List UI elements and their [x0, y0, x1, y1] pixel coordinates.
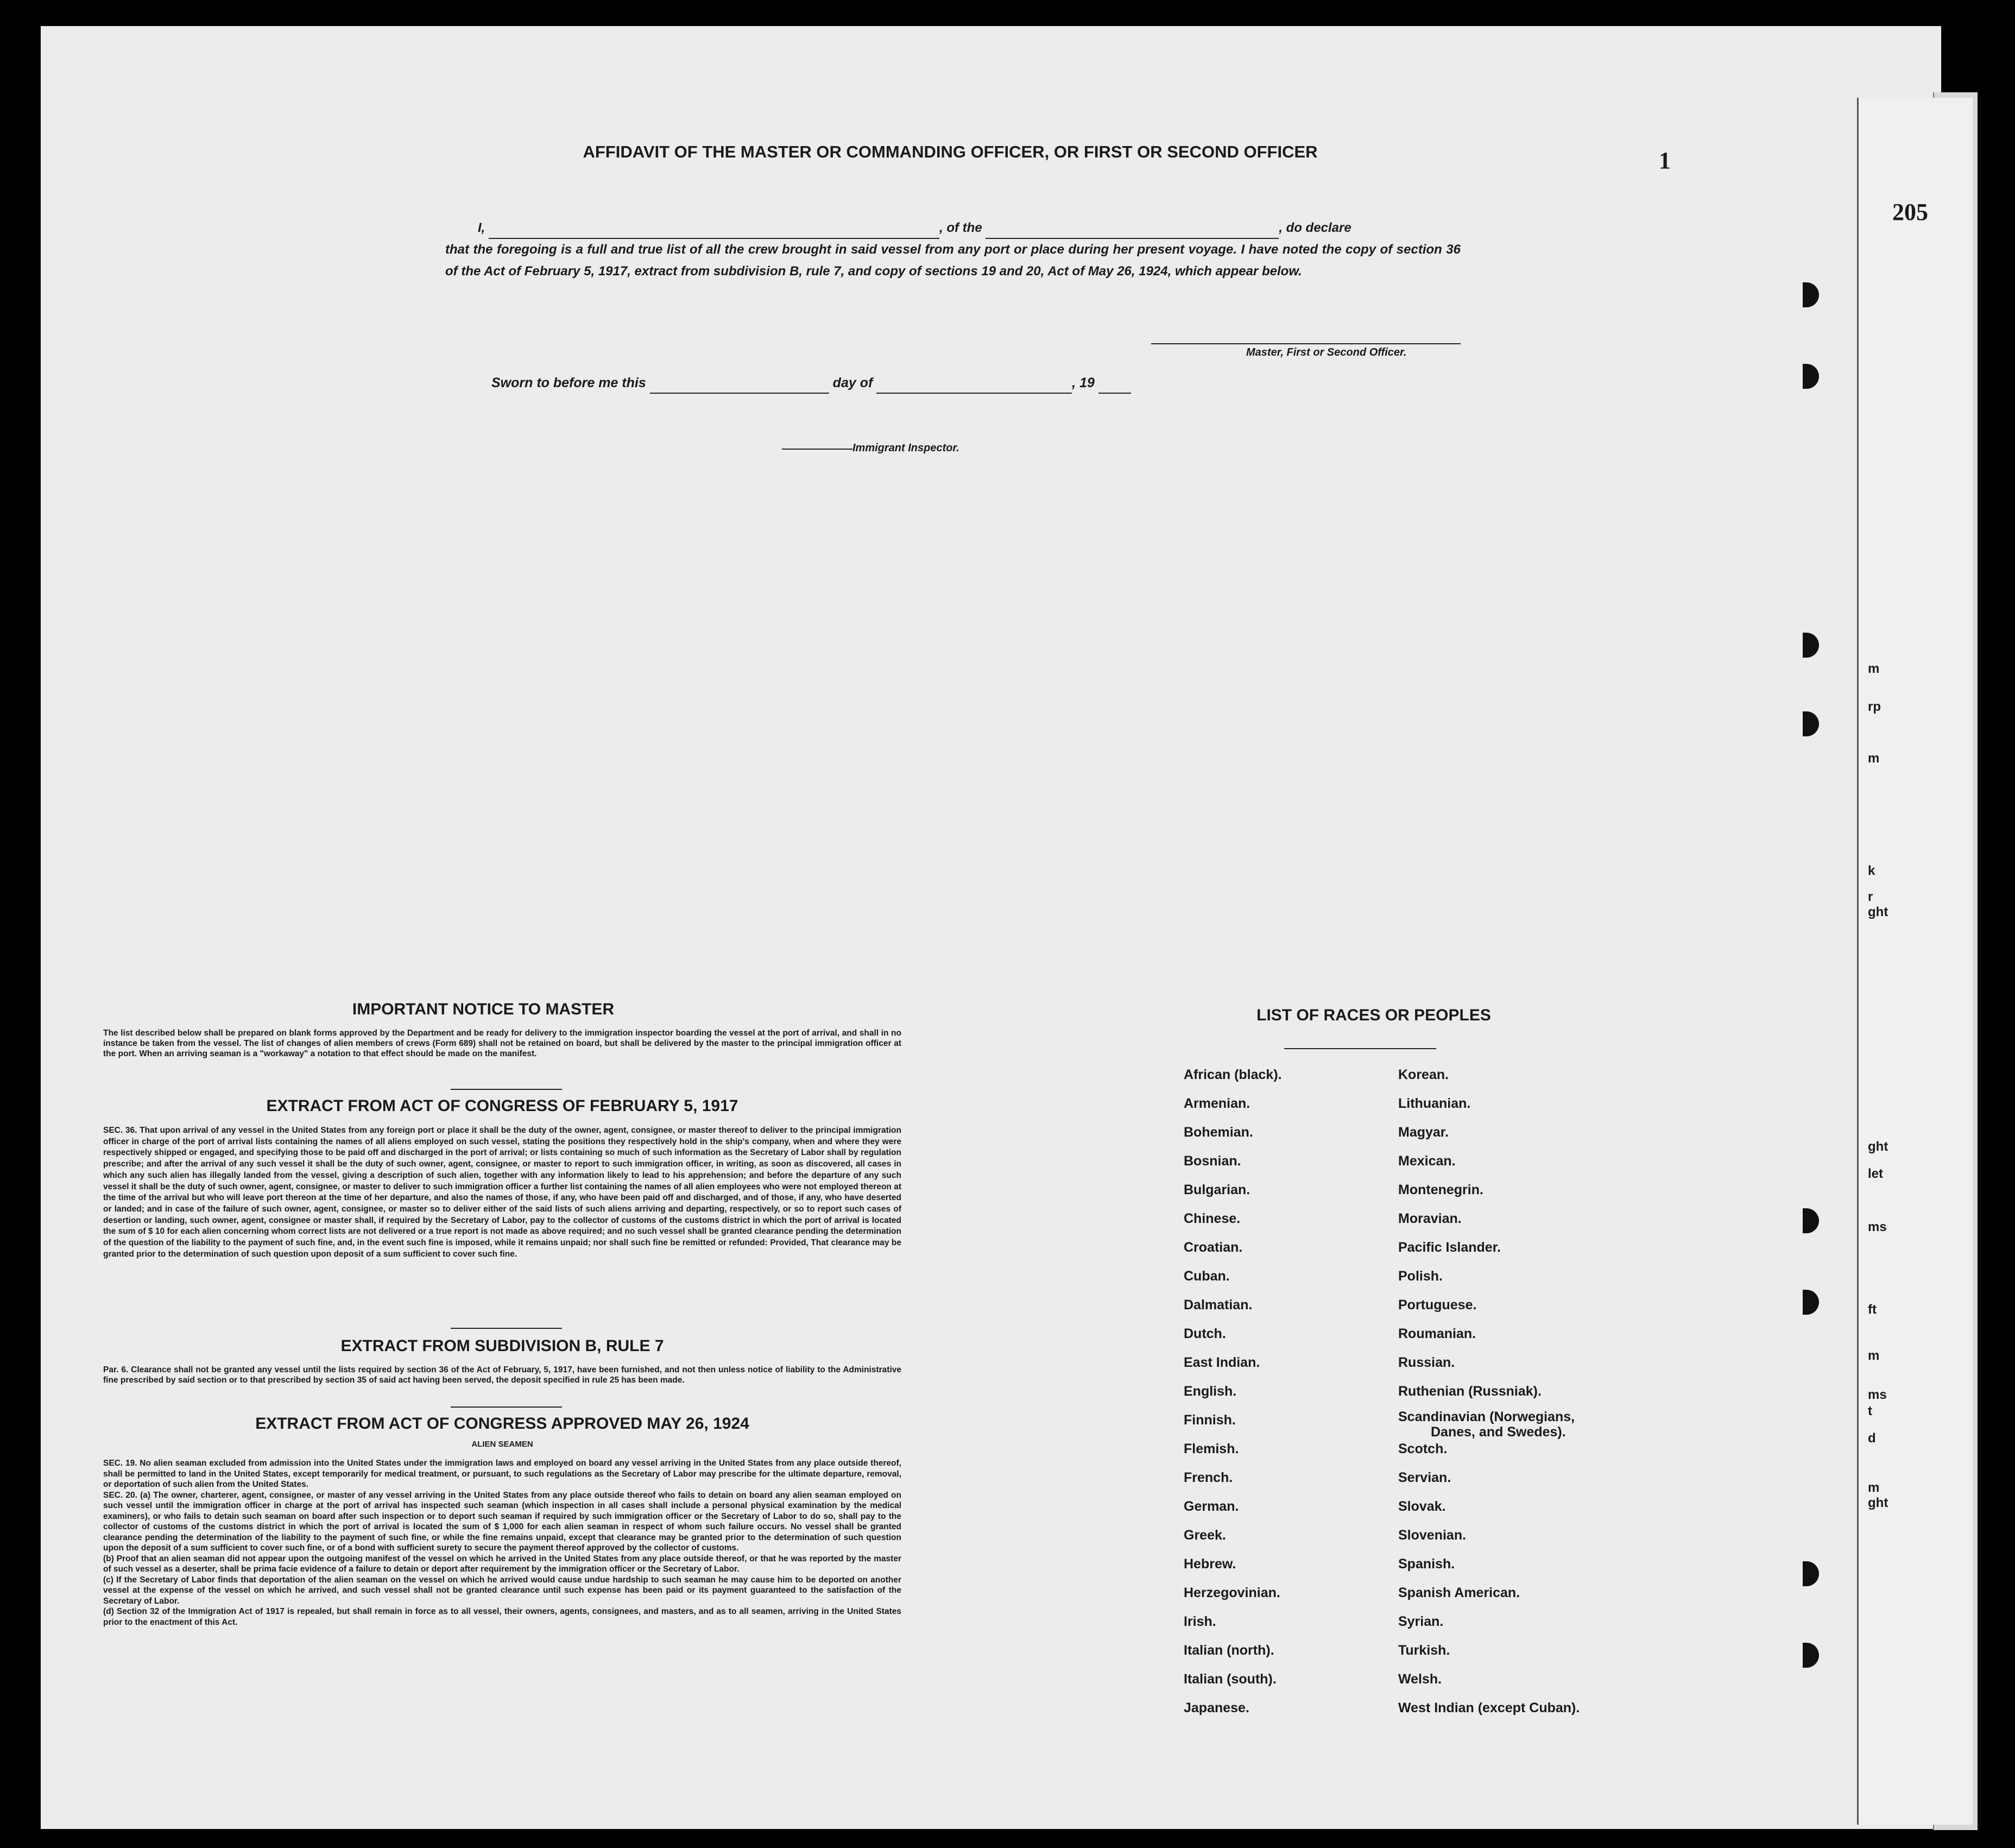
extract-1917-text: SEC. 36. That upon arrival of any vessel in the United States from any foreign port or place it shall be the duty of the owner, agent, consignee, or master thereof to deliver to the principal immigration officer in charge of the port of arrival lists containing the names of all aliens employed on such vessel, stating the positions they respectively hold in the ship's company, when and where they were respectively shipped or engaged, and specifying those to be paid off and discharged in the port of arrival; or lists containing so much of such information as the Secretary of Labor shall by regulation prescribe; and after the arrival of any such vessel it shall be the duty of such owner, agent, consignee, or master to report to such immigration officer, in writing, as soon as discovered, all cases in which any such alien has illegally landed from the vessel, giving a description of such alien, together with any information likely to lead to his apprehension; and before the departure of any such vessel it shall be the duty of such owner, agent, consignee, or master to deliver to such immigration officer a further list containing the names of all alien employees who were not employed thereon at the time of the arrival but who will leave port thereon at the time of her departure, and also the names of those, if any, who have been paid off and discharged, and of those, if any, who have deserted or landed; and in case of the failure of such owner, agent, consignee, or master so to deliver either of the said lists of such aliens arriving and departing, respectively, or so to report such cases of desertion or landing, such owner, agent, consignee or master shall, if required by the Secretary of Labor, pay to the collector of customs of the customs district in which the port of arrival is located the sum of $ 10 for each alien concerning whom correct lists are not delivered or a true report is not made as above required; and no such vessel shall be granted clearance pending the determination of the question of the liability to the payment of such fine, and, in the event such fine is imposed, while it remains unpaid; nor shall such fine be remitted or refunded: Provided, That clearance may be granted prior to the determination of such question upon deposit of a sum sufficient to cover such fine.: [103, 1126, 901, 1259]
race-item: Turkish.: [1398, 1643, 1450, 1658]
races-title: LIST OF RACES OR PEOPLES: [1256, 1006, 1491, 1024]
affidavit-of-the-label: , of the: [939, 220, 982, 235]
divider: [451, 1089, 562, 1090]
race-item: Scandinavian (Norwegians,: [1398, 1409, 1575, 1424]
sheet-number: 205: [1892, 199, 1928, 225]
race-item: Japanese.: [1184, 1700, 1249, 1715]
race-item: Chinese.: [1184, 1211, 1241, 1226]
race-item: Syrian.: [1398, 1614, 1444, 1629]
race-item: Mexican.: [1398, 1153, 1456, 1169]
section-20a-text: SEC. 20. (a) The owner, charterer, agent, consignee, or master of any vessel arriving in the United States from any place outside thereof who fails to detain on board any alien seaman employed on such vessel until the immigration officer in charge at the port of arrival has inspected such seaman (which inspection in all cases shall include a personal physical examination by the medical examiners), or who fails to detain such seaman on board after such inspection or to deport such seaman if required by such immigration officer or the Secretary of Labor to do so, shall pay to the collector of customs of the customs district in which the port of arrival is located the sum of $ 1,000 for each alien seaman in respect of whom such failure occurs. No vessel shall be granted clearance pending the determination of the liability to the payment of such fine, or while the fine remains unpaid, except that clearance may be granted prior to the determination of such question upon the deposit of a sum sufficient to cover such fine, or of a bond with sufficient surety to secure the payment thereof approved by the collector of customs.: [103, 1490, 901, 1553]
race-item: Spanish American.: [1398, 1585, 1520, 1600]
race-item: Armenian.: [1184, 1096, 1250, 1111]
race-item: Dalmatian.: [1184, 1297, 1253, 1313]
race-item: Portuguese.: [1398, 1297, 1477, 1313]
divider: [451, 1407, 562, 1408]
race-item: Bosnian.: [1184, 1153, 1241, 1169]
race-item: Hebrew.: [1184, 1556, 1236, 1572]
year-label: , 19: [1072, 375, 1095, 390]
race-item: Russian.: [1398, 1355, 1455, 1370]
divider: [1284, 1048, 1436, 1049]
section-20b-text: (b) Proof that an alien seaman did not appear upon the outgoing manifest of the vessel on which he arrived in the United States from any place outside thereof, or that he was reported by the master of such vessel as a deserter, shall be prima facie evidence of a failure to detain or deport after requirement by the immigration officer or the Secretary of Labor.: [103, 1554, 901, 1574]
signature-line[interactable]: [1151, 343, 1461, 344]
divider: [451, 1328, 562, 1329]
race-item: Slovenian.: [1398, 1528, 1467, 1543]
affidavit-i-label: I,: [478, 220, 485, 235]
race-item: Flemish.: [1184, 1441, 1239, 1456]
race-item: Italian (north).: [1184, 1643, 1274, 1658]
race-item: Ruthenian (Russniak).: [1398, 1384, 1542, 1399]
section-20d-text: (d) Section 32 of the Immigration Act of 1917 is repealed, but shall remain in force as to all vessel, their owners, agents, consignees, and masters, and as to all seamen, arriving in the United States prior to the enactment of this Act.: [103, 1607, 901, 1627]
affidavit-body: that the foregoing is a full and true list of all the crew brought in said vessel from any port or place during her present voyage. I have noted the copy of section 36 of the Act of February 5, 1917, extract from subdivision B, rule 7, and copy of sections 19 and 20, Act of May 26, 1924, which appear below.: [445, 242, 1461, 279]
extract-1924-body: [103, 1458, 901, 1628]
header-number: 1: [1659, 147, 1671, 174]
subdivision-b-text: Par. 6. Clearance shall not be granted any vessel until the lists required by section 36 of the Act of February, 5, 1917, have been furnished, and not then unless notice of liability to the Administrative fine prescribed by said section or to that prescribed by section 35 of said act having been served, the deposit specified in rule 25 has been made.: [103, 1365, 901, 1385]
race-item: Cuban.: [1184, 1269, 1230, 1284]
race-item: West Indian (except Cuban).: [1398, 1700, 1580, 1715]
race-item: Slovak.: [1398, 1499, 1446, 1514]
affidavit-declaration: [478, 217, 1461, 239]
race-item: Herzegovinian.: [1184, 1585, 1280, 1600]
race-item: Bohemian.: [1184, 1125, 1253, 1140]
inspector-label: Immigrant Inspector.: [852, 442, 959, 454]
race-item: African (black).: [1184, 1067, 1282, 1082]
race-item: Scotch.: [1398, 1441, 1448, 1456]
race-item: East Indian.: [1184, 1355, 1260, 1370]
race-item: Roumanian.: [1398, 1326, 1476, 1341]
sworn-day-field[interactable]: [650, 393, 829, 394]
race-item: Moravian.: [1398, 1211, 1462, 1226]
race-item: Finnish.: [1184, 1412, 1236, 1428]
race-item: English.: [1184, 1384, 1237, 1399]
sworn-year-field[interactable]: [1098, 393, 1131, 394]
race-item: Dutch.: [1184, 1326, 1226, 1341]
race-item: Irish.: [1184, 1614, 1216, 1629]
section-19-text: SEC. 19. No alien seaman excluded from admission into the United States under the immigration laws and employed on board any vessel arriving in the United States from any place outside thereof, shall be permitted to land in the United States, except temporarily for medical treatment, or pursuant, to such regulations as the Secretary of Labor may prescribe for the ultimate departure, removal, or deportation of such alien from the United States.: [103, 1459, 901, 1489]
inspector-line[interactable]: [782, 449, 852, 450]
race-item: Korean.: [1398, 1067, 1449, 1082]
extract-1924-title: EXTRACT FROM ACT OF CONGRESS APPROVED MAY 26, 1924: [255, 1415, 749, 1433]
adjacent-sheet: [1857, 98, 1973, 1825]
section-20c-text: (c) If the Secretary of Labor finds that deportation of the alien seaman on the vessel on which he arrived would cause undue hardship to such seaman he may cause him to be deported on another vessel at the expense of the vessel on which he arrived, and such vessel shall not be granted clearance until such expense has been paid or its payment guaranteed to the satisfaction of the Secretary of Labor.: [103, 1575, 901, 1606]
race-item: Bulgarian.: [1184, 1182, 1250, 1197]
race-item: Lithuanian.: [1398, 1096, 1471, 1111]
race-item: French.: [1184, 1470, 1233, 1485]
race-item: Greek.: [1184, 1528, 1226, 1543]
race-item: German.: [1184, 1499, 1239, 1514]
race-item: Polish.: [1398, 1269, 1443, 1284]
race-item: Servian.: [1398, 1470, 1451, 1485]
race-item: Italian (south).: [1184, 1672, 1277, 1687]
race-item: Magyar.: [1398, 1125, 1449, 1140]
race-item: Pacific Islander.: [1398, 1240, 1501, 1255]
race-item: Welsh.: [1398, 1672, 1442, 1687]
race-item: Montenegrin.: [1398, 1182, 1483, 1197]
race-item: Croatian.: [1184, 1240, 1243, 1255]
subdivision-b-title: EXTRACT FROM SUBDIVISION B, RULE 7: [340, 1337, 664, 1355]
race-item: Spanish.: [1398, 1556, 1455, 1572]
race-item: Danes, and Swedes).: [1431, 1424, 1566, 1440]
day-of-label: day of: [832, 375, 873, 390]
sworn-month-field[interactable]: [876, 393, 1072, 394]
affidavit-do-declare-label: , do declare: [1279, 220, 1351, 235]
notice-title: IMPORTANT NOTICE TO MASTER: [352, 1000, 615, 1018]
affidavit-title: AFFIDAVIT OF THE MASTER OR COMMANDING OFFICER, OR FIRST OR SECOND OFFICER: [583, 142, 1318, 161]
sworn-line: [491, 372, 1131, 394]
notice-text: The list described below shall be prepared on blank forms approved by the Department and be ready for delivery to the immigration inspector boarding the vessel at the port of arrival, and shall in no instance be taken from the vessel. The list of changes of alien members of crews (Form 689) shall not be retained on board, but shall be delivered by the master to the principal immigration officer at the port. When an arriving seaman is a "workaway" a notation to that effect should be made on the manifest.: [103, 1029, 901, 1058]
sworn-label: Sworn to before me this: [491, 375, 646, 390]
extract-1924-subtitle: ALIEN SEAMEN: [471, 1440, 533, 1449]
signature-label: Master, First or Second Officer.: [1246, 346, 1407, 358]
extract-1917-title: EXTRACT FROM ACT OF CONGRESS OF FEBRUARY 5, 1917: [266, 1097, 738, 1115]
